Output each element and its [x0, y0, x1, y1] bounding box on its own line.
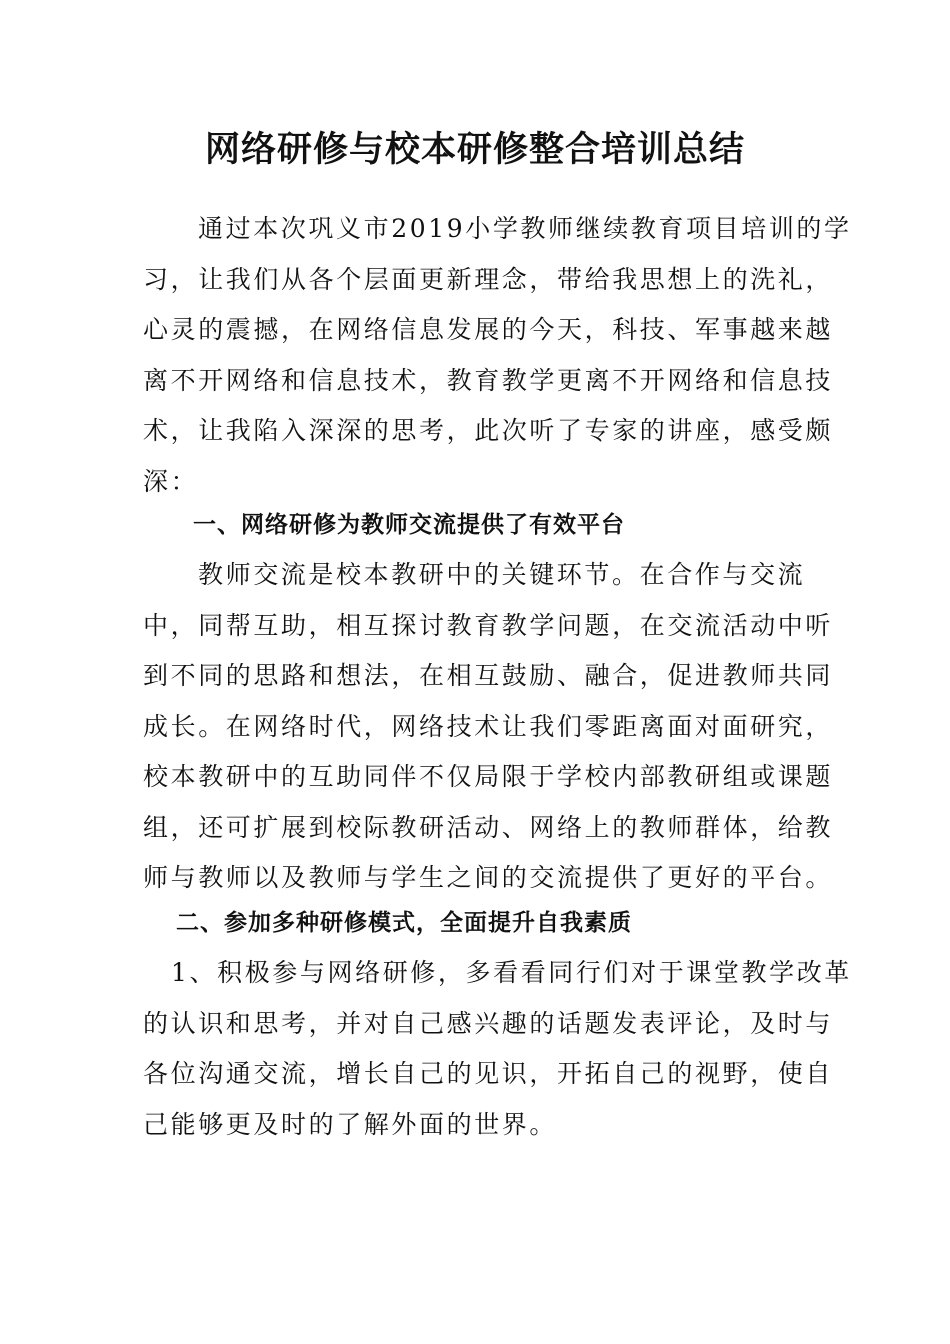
section-1-heading: 一、网络研修为教师交流提供了有效平台	[193, 512, 625, 538]
intro-paragraph	[143, 204, 852, 507]
section-2-line-1: 1、积极参与网络研修，多看看同行们对于课堂教学改革	[171, 958, 852, 987]
section-1-line-6: 组，还可扩展到校际教研活动、网络上的教师群体，给教	[143, 812, 834, 842]
intro-line-5: 术，让我陷入深深的思考，此次听了专家的讲座，感受颇	[143, 416, 834, 445]
section-2-line-2: 的认识和思考，并对自己感兴趣的话题发表评论，及时与	[143, 1008, 834, 1038]
section-1-line-2: 中，同帮互助，相互探讨教育教学问题，在交流活动中听	[143, 610, 834, 640]
section-1-line-5: 校本教研中的互助同伴不仅局限于学校内部教研组或课题	[143, 762, 834, 791]
intro-line-1: 通过本次巩义市2019小学教师继续教育项目培训的学	[198, 214, 852, 243]
intro-line-2: 习，让我们从各个层面更新理念，带给我思想上的洗礼，	[143, 264, 834, 294]
intro-line-4: 离不开网络和信息技术，教育教学更离不开网络和信息技	[143, 365, 834, 395]
section-1-line-4: 成长。在网络时代，网络技术让我们零距离面对面研究，	[143, 711, 834, 741]
section-2-line-4: 己能够更及时的了解外面的世界。	[143, 1109, 558, 1139]
section-1-line-3: 到不同的思路和想法，在相互鼓励、融合，促进教师共同	[143, 661, 834, 690]
intro-line-6: 深：	[143, 466, 199, 496]
section-1-line-7: 师与教师以及教师与学生之间的交流提供了更好的平台。	[143, 863, 834, 892]
document-title: 网络研修与校本研修整合培训总结	[204, 129, 745, 170]
section-2-line-3: 各位沟通交流，增长自己的见识，开拓自己的视野，使自	[143, 1059, 834, 1088]
section-2-heading: 二、参加多种研修模式，全面提升自我素质	[176, 910, 632, 936]
section-1-line-1: 教师交流是校本教研中的关键环节。在合作与交流	[198, 560, 806, 589]
section-2-paragraph	[143, 948, 852, 1150]
intro-line-3: 心灵的震撼，在网络信息发展的今天，科技、军事越来越	[143, 315, 834, 344]
section-1-paragraph	[143, 550, 834, 904]
